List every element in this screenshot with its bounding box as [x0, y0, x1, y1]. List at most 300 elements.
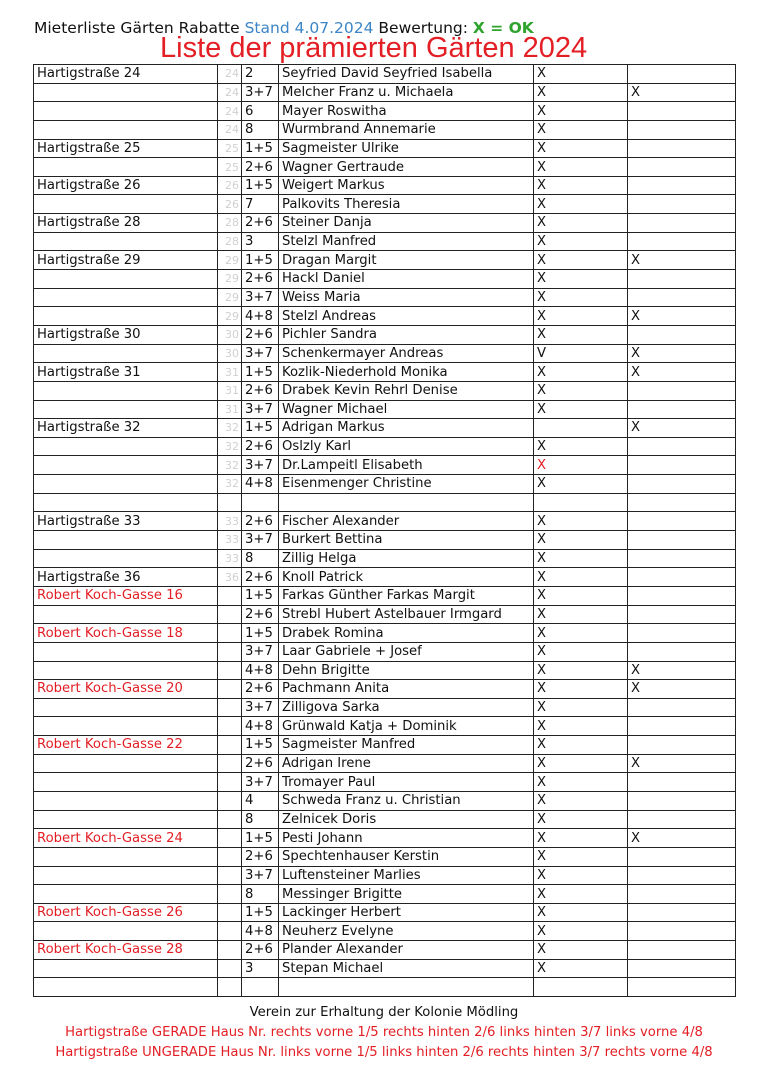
cell-award	[628, 381, 736, 400]
cell-rating: X	[534, 176, 628, 195]
cell-house-number: 26	[218, 195, 242, 214]
table-row	[34, 866, 736, 885]
cell-rating: X	[534, 941, 628, 960]
cell-tenant-name: Pesti Johann	[279, 829, 534, 848]
table-row	[34, 307, 736, 326]
cell-award: X	[628, 829, 736, 848]
tenant-table	[33, 64, 736, 997]
cell-garden-number: 1+5	[242, 586, 279, 605]
cell-house-number	[218, 922, 242, 941]
cell-tenant-name: Laar Gabriele + Josef	[279, 642, 534, 661]
cell-house-number	[218, 903, 242, 922]
cell-rating: X	[534, 102, 628, 121]
cell-garden-number: 4+8	[242, 922, 279, 941]
cell-rating: X	[534, 624, 628, 643]
cell-street	[34, 866, 218, 885]
cell-street	[34, 978, 218, 997]
cell-house-number: 28	[218, 214, 242, 233]
table-row	[34, 680, 736, 699]
table-row	[34, 847, 736, 866]
cell-house-number	[218, 736, 242, 755]
cell-house-number	[218, 717, 242, 736]
cell-award	[628, 512, 736, 531]
cell-garden-number: 4	[242, 791, 279, 810]
cell-award	[628, 978, 736, 997]
cell-award	[628, 400, 736, 419]
cell-award	[628, 810, 736, 829]
cell-rating: X	[534, 456, 628, 475]
cell-garden-number: 3+7	[242, 642, 279, 661]
cell-street	[34, 344, 218, 363]
table-row	[34, 493, 736, 512]
cell-house-number: 24	[218, 102, 242, 121]
cell-tenant-name: Stelzl Andreas	[279, 307, 534, 326]
cell-tenant-name: Strebl Hubert Astelbauer Irmgard	[279, 605, 534, 624]
cell-house-number	[218, 661, 242, 680]
cell-garden-number: 3	[242, 959, 279, 978]
cell-house-number: 29	[218, 307, 242, 326]
footer-even-numbers-note: Hartigstraße GERADE Haus Nr. rechts vorne 1/5 rechts hinten 2/6 links hinten 3/7 links vorne 4/8	[65, 1025, 703, 1040]
cell-house-number	[218, 829, 242, 848]
cell-tenant-name: Adrigan Markus	[279, 419, 534, 438]
table-row	[34, 419, 736, 438]
cell-award	[628, 232, 736, 251]
document-title: Liste der prämierten Gärten 2024	[160, 32, 588, 64]
cell-rating: X	[534, 586, 628, 605]
cell-garden-number: 4+8	[242, 475, 279, 494]
cell-award	[628, 475, 736, 494]
table-row	[34, 810, 736, 829]
cell-house-number	[218, 773, 242, 792]
cell-garden-number: 3+7	[242, 400, 279, 419]
cell-house-number: 29	[218, 270, 242, 289]
cell-street	[34, 642, 218, 661]
cell-house-number	[218, 586, 242, 605]
cell-rating: X	[534, 605, 628, 624]
cell-garden-number: 1+5	[242, 176, 279, 195]
cell-rating: X	[534, 288, 628, 307]
cell-tenant-name: Grünwald Katja + Dominik	[279, 717, 534, 736]
cell-rating: X	[534, 661, 628, 680]
cell-house-number	[218, 959, 242, 978]
table-row	[34, 624, 736, 643]
cell-tenant-name: Weiss Maria	[279, 288, 534, 307]
table-row	[34, 456, 736, 475]
cell-garden-number: 4+8	[242, 717, 279, 736]
cell-award: X	[628, 754, 736, 773]
cell-street	[34, 922, 218, 941]
cell-tenant-name: Dragan Margit	[279, 251, 534, 270]
cell-rating: X	[534, 475, 628, 494]
cell-garden-number: 2+6	[242, 381, 279, 400]
cell-street	[34, 754, 218, 773]
cell-street	[34, 195, 218, 214]
cell-street: Robert Koch-Gasse 16	[34, 586, 218, 605]
table-row	[34, 549, 736, 568]
cell-rating: X	[534, 251, 628, 270]
cell-award	[628, 158, 736, 177]
cell-garden-number: 8	[242, 885, 279, 904]
cell-award	[628, 288, 736, 307]
cell-house-number	[218, 754, 242, 773]
cell-tenant-name: Kozlik-Niederhold Monika	[279, 363, 534, 382]
table-row	[34, 363, 736, 382]
table-row	[34, 698, 736, 717]
table-row	[34, 941, 736, 960]
cell-tenant-name: Drabek Kevin Rehrl Denise	[279, 381, 534, 400]
cell-street	[34, 773, 218, 792]
cell-house-number	[218, 978, 242, 997]
table-row	[34, 661, 736, 680]
table-row	[34, 158, 736, 177]
cell-award	[628, 847, 736, 866]
cell-rating: X	[534, 83, 628, 102]
header-prefix: Mieterliste Gärten Rabatte	[34, 19, 240, 37]
cell-street: Robert Koch-Gasse 24	[34, 829, 218, 848]
cell-garden-number	[242, 978, 279, 997]
cell-street: Robert Koch-Gasse 26	[34, 903, 218, 922]
cell-award	[628, 493, 736, 512]
cell-street: Hartigstraße 32	[34, 419, 218, 438]
cell-award	[628, 624, 736, 643]
cell-rating: X	[534, 736, 628, 755]
cell-house-number: 30	[218, 325, 242, 344]
cell-rating	[534, 978, 628, 997]
cell-award: X	[628, 307, 736, 326]
table-row	[34, 102, 736, 121]
cell-street	[34, 102, 218, 121]
cell-street: Hartigstraße 30	[34, 325, 218, 344]
cell-garden-number: 8	[242, 810, 279, 829]
cell-tenant-name: Steiner Danja	[279, 214, 534, 233]
cell-tenant-name: Farkas Günther Farkas Margit	[279, 586, 534, 605]
cell-tenant-name: Mayer Roswitha	[279, 102, 534, 121]
cell-award	[628, 922, 736, 941]
cell-house-number	[218, 624, 242, 643]
cell-tenant-name: Burkert Bettina	[279, 531, 534, 550]
cell-award	[628, 102, 736, 121]
table-row	[34, 512, 736, 531]
cell-garden-number: 8	[242, 549, 279, 568]
cell-award	[628, 176, 736, 195]
cell-garden-number: 1+5	[242, 736, 279, 755]
cell-garden-number: 3+7	[242, 531, 279, 550]
cell-award	[628, 214, 736, 233]
cell-rating: X	[534, 158, 628, 177]
cell-house-number	[218, 885, 242, 904]
cell-garden-number: 3+7	[242, 288, 279, 307]
cell-street: Hartigstraße 31	[34, 363, 218, 382]
cell-street: Hartigstraße 33	[34, 512, 218, 531]
cell-award	[628, 531, 736, 550]
cell-tenant-name: Fischer Alexander	[279, 512, 534, 531]
cell-tenant-name: Palkovits Theresia	[279, 195, 534, 214]
cell-street	[34, 232, 218, 251]
cell-garden-number: 2+6	[242, 754, 279, 773]
table-row	[34, 978, 736, 997]
cell-street: Robert Koch-Gasse 28	[34, 941, 218, 960]
cell-street: Robert Koch-Gasse 18	[34, 624, 218, 643]
table-row	[34, 120, 736, 139]
cell-award: X	[628, 251, 736, 270]
cell-house-number: 25	[218, 139, 242, 158]
table-row	[34, 195, 736, 214]
cell-rating: X	[534, 773, 628, 792]
cell-rating: X	[534, 568, 628, 587]
cell-street	[34, 531, 218, 550]
cell-house-number	[218, 791, 242, 810]
cell-award	[628, 195, 736, 214]
cell-rating: X	[534, 195, 628, 214]
cell-street: Hartigstraße 26	[34, 176, 218, 195]
cell-award	[628, 270, 736, 289]
cell-house-number	[218, 605, 242, 624]
cell-tenant-name: Hackl Daniel	[279, 270, 534, 289]
cell-award: X	[628, 344, 736, 363]
cell-tenant-name: Dehn Brigitte	[279, 661, 534, 680]
cell-tenant-name: Eisenmenger Christine	[279, 475, 534, 494]
cell-rating: X	[534, 531, 628, 550]
cell-rating: X	[534, 549, 628, 568]
cell-house-number: 32	[218, 419, 242, 438]
cell-award	[628, 773, 736, 792]
table-row	[34, 791, 736, 810]
table-row	[34, 214, 736, 233]
cell-award	[628, 437, 736, 456]
cell-house-number: 26	[218, 176, 242, 195]
cell-rating: X	[534, 847, 628, 866]
cell-tenant-name: Schweda Franz u. Christian	[279, 791, 534, 810]
cell-award: X	[628, 680, 736, 699]
cell-street: Robert Koch-Gasse 22	[34, 736, 218, 755]
cell-rating: X	[534, 810, 628, 829]
cell-garden-number: 2+6	[242, 158, 279, 177]
cell-rating: X	[534, 829, 628, 848]
cell-tenant-name: Melcher Franz u. Michaela	[279, 83, 534, 102]
cell-award	[628, 642, 736, 661]
cell-garden-number: 2+6	[242, 270, 279, 289]
header-bewertung-label: Bewertung:	[378, 19, 468, 37]
cell-garden-number: 3+7	[242, 83, 279, 102]
cell-street	[34, 475, 218, 494]
cell-tenant-name: Adrigan Irene	[279, 754, 534, 773]
cell-garden-number	[242, 493, 279, 512]
table-row	[34, 232, 736, 251]
cell-rating: X	[534, 866, 628, 885]
cell-street	[34, 493, 218, 512]
cell-tenant-name: Knoll Patrick	[279, 568, 534, 587]
cell-house-number	[218, 941, 242, 960]
cell-house-number: 29	[218, 251, 242, 270]
cell-tenant-name: Zillig Helga	[279, 549, 534, 568]
cell-street	[34, 307, 218, 326]
cell-rating: X	[534, 512, 628, 531]
cell-garden-number: 3	[242, 232, 279, 251]
cell-rating: X	[534, 437, 628, 456]
table-row	[34, 288, 736, 307]
cell-tenant-name: Sagmeister Manfred	[279, 736, 534, 755]
cell-garden-number: 6	[242, 102, 279, 121]
cell-rating: X	[534, 717, 628, 736]
cell-street	[34, 605, 218, 624]
table-row	[34, 903, 736, 922]
cell-award	[628, 568, 736, 587]
cell-rating: X	[534, 885, 628, 904]
cell-rating: X	[534, 680, 628, 699]
cell-street	[34, 791, 218, 810]
cell-award: X	[628, 661, 736, 680]
cell-house-number: 32	[218, 456, 242, 475]
cell-garden-number: 2+6	[242, 680, 279, 699]
cell-street	[34, 437, 218, 456]
cell-house-number	[218, 847, 242, 866]
cell-award	[628, 736, 736, 755]
cell-award: X	[628, 363, 736, 382]
cell-rating: X	[534, 791, 628, 810]
cell-tenant-name: Wagner Michael	[279, 400, 534, 419]
cell-rating: X	[534, 65, 628, 84]
cell-rating: X	[534, 381, 628, 400]
cell-garden-number: 1+5	[242, 829, 279, 848]
cell-street	[34, 698, 218, 717]
cell-rating: X	[534, 270, 628, 289]
cell-street	[34, 885, 218, 904]
cell-rating: X	[534, 959, 628, 978]
cell-tenant-name	[279, 493, 534, 512]
table-row	[34, 642, 736, 661]
table-row	[34, 568, 736, 587]
cell-tenant-name: Zelnicek Doris	[279, 810, 534, 829]
cell-garden-number: 1+5	[242, 419, 279, 438]
cell-rating: X	[534, 922, 628, 941]
cell-rating: X	[534, 307, 628, 326]
cell-rating: X	[534, 363, 628, 382]
cell-rating: X	[534, 214, 628, 233]
cell-garden-number: 2+6	[242, 847, 279, 866]
cell-award	[628, 941, 736, 960]
cell-rating: X	[534, 139, 628, 158]
cell-garden-number: 1+5	[242, 139, 279, 158]
table-row	[34, 605, 736, 624]
cell-tenant-name: Messinger Brigitte	[279, 885, 534, 904]
cell-garden-number: 2+6	[242, 568, 279, 587]
cell-award: X	[628, 83, 736, 102]
cell-tenant-name: Sagmeister Ulrike	[279, 139, 534, 158]
cell-award	[628, 325, 736, 344]
cell-rating: X	[534, 642, 628, 661]
cell-street	[34, 661, 218, 680]
cell-tenant-name: Weigert Markus	[279, 176, 534, 195]
cell-garden-number: 2+6	[242, 605, 279, 624]
cell-garden-number: 2+6	[242, 512, 279, 531]
cell-street	[34, 549, 218, 568]
cell-rating	[534, 419, 628, 438]
cell-tenant-name: Seyfried David Seyfried Isabella	[279, 65, 534, 84]
cell-award	[628, 586, 736, 605]
document-footer	[0, 1003, 768, 1063]
table-row	[34, 176, 736, 195]
table-row	[34, 400, 736, 419]
cell-house-number: 24	[218, 120, 242, 139]
cell-house-number: 29	[218, 288, 242, 307]
cell-garden-number: 2+6	[242, 214, 279, 233]
cell-street	[34, 270, 218, 289]
cell-award	[628, 120, 736, 139]
cell-garden-number: 2	[242, 65, 279, 84]
cell-street	[34, 717, 218, 736]
cell-street: Hartigstraße 24	[34, 65, 218, 84]
cell-rating: X	[534, 903, 628, 922]
cell-garden-number: 3+7	[242, 773, 279, 792]
cell-street	[34, 288, 218, 307]
cell-street: Hartigstraße 25	[34, 139, 218, 158]
table-row	[34, 754, 736, 773]
cell-award	[628, 605, 736, 624]
cell-street	[34, 83, 218, 102]
cell-tenant-name: Spechtenhauser Kerstin	[279, 847, 534, 866]
cell-garden-number: 4+8	[242, 307, 279, 326]
table-row	[34, 885, 736, 904]
cell-house-number: 31	[218, 381, 242, 400]
cell-house-number: 33	[218, 531, 242, 550]
cell-house-number: 28	[218, 232, 242, 251]
cell-rating: X	[534, 400, 628, 419]
cell-award	[628, 65, 736, 84]
cell-street	[34, 959, 218, 978]
cell-rating: X	[534, 232, 628, 251]
cell-rating: X	[534, 754, 628, 773]
table-row	[34, 922, 736, 941]
cell-tenant-name: Dr.Lampeitl Elisabeth	[279, 456, 534, 475]
table-row	[34, 736, 736, 755]
cell-award	[628, 456, 736, 475]
cell-garden-number: 2+6	[242, 325, 279, 344]
cell-house-number: 24	[218, 83, 242, 102]
cell-tenant-name: Schenkermayer Andreas	[279, 344, 534, 363]
table-row	[34, 325, 736, 344]
cell-award	[628, 717, 736, 736]
cell-street: Hartigstraße 36	[34, 568, 218, 587]
cell-street: Robert Koch-Gasse 20	[34, 680, 218, 699]
cell-tenant-name: Stelzl Manfred	[279, 232, 534, 251]
table-row	[34, 829, 736, 848]
cell-street	[34, 120, 218, 139]
cell-tenant-name: Zilligova Sarka	[279, 698, 534, 717]
table-row	[34, 531, 736, 550]
cell-tenant-name: Wagner Gertraude	[279, 158, 534, 177]
table-row	[34, 65, 736, 84]
cell-tenant-name: Plander Alexander	[279, 941, 534, 960]
cell-street: Hartigstraße 28	[34, 214, 218, 233]
cell-house-number: 36	[218, 568, 242, 587]
cell-rating: X	[534, 325, 628, 344]
cell-house-number: 31	[218, 363, 242, 382]
cell-tenant-name: Luftensteiner Marlies	[279, 866, 534, 885]
table-row	[34, 437, 736, 456]
table-row	[34, 83, 736, 102]
cell-house-number: 32	[218, 437, 242, 456]
table-row	[34, 475, 736, 494]
table-row	[34, 270, 736, 289]
cell-award	[628, 959, 736, 978]
cell-house-number: 25	[218, 158, 242, 177]
cell-award	[628, 698, 736, 717]
cell-tenant-name: Lackinger Herbert	[279, 903, 534, 922]
cell-tenant-name: Pachmann Anita	[279, 680, 534, 699]
cell-rating: X	[534, 698, 628, 717]
cell-house-number: 31	[218, 400, 242, 419]
cell-award	[628, 549, 736, 568]
